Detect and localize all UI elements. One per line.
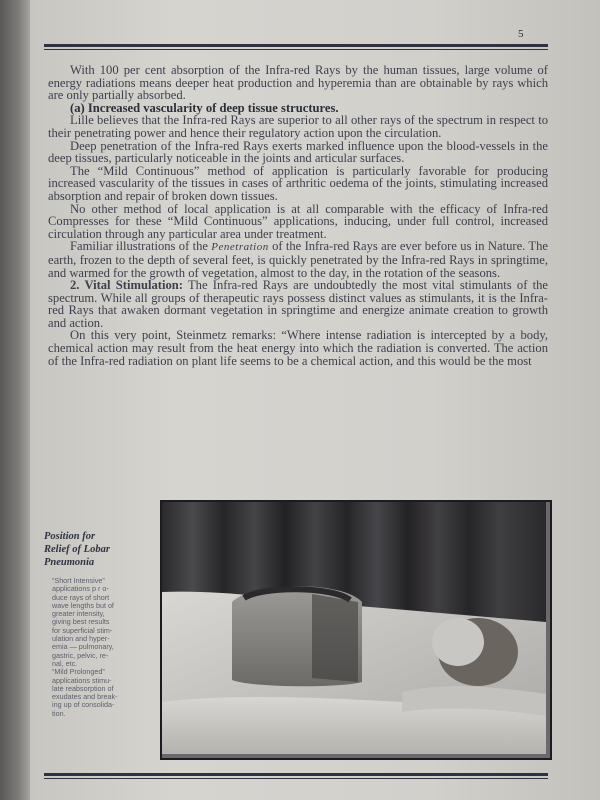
caption-title-line: Pneumonia xyxy=(44,557,95,568)
paragraph: With 100 per cent absorption of the Infra-red Rays by the human tissues, large volume of energy radiations means deeper heat production and hyperemia than are obtainable by rays which are only partially absorbed. xyxy=(48,63,548,103)
paragraph-text: Familiar illustrations of the xyxy=(70,239,208,254)
paragraph xyxy=(48,240,548,279)
bottom-double-rule xyxy=(44,773,548,779)
body-text xyxy=(48,64,548,367)
caption-title-line: Position for xyxy=(44,531,96,542)
paragraph-text: The Infra-red Rays are undoubtedly the most vital stimulants of the spectrum. While all groups of therapeutic rays possess distinct values as stimulants, it is the Infra-red Rays that awaken dormant vegetation in springtime and energize animate creation to growth and action. xyxy=(48,278,548,330)
caption-title-line: Relief of Lobar xyxy=(44,544,110,555)
paragraph: No other method of local application is at all comparable with the efficacy of Infra-red Compresses for these “Mild Continuous” applications, inducing, under full control, increased circulation through any particular area under treatment. xyxy=(48,201,548,241)
paragraph: On this very point, Steinmetz remarks: “Where intense radiation is intercepted by a body, chemical action may result from the heat energy into which the radiation is converted. The action of the Infra-red radiation on plant life seems to be a chemical action, and this would be the most xyxy=(48,328,548,368)
treatment-photo-illustration xyxy=(162,502,546,754)
paragraph xyxy=(48,279,548,329)
section-subheading: (a) Increased vascularity of deep tissue structures. xyxy=(70,100,339,115)
treatment-photo xyxy=(160,500,552,760)
paragraph: The “Mild Continuous” method of application is particularly favorable for producing increased vascularity of the tissues in cases of arthritic oedema of the joints, stimulating increased absorption and repair of broken down tissues. xyxy=(48,163,548,203)
paragraph-text: of the Infra-red Rays are ever before us in Nature. The earth, frozen to the depth of several feet, is quickly penetrated by the Infra-red Rays in springtime, and warmed for the growth of vegetation, almost to the day, in the rotation of the seasons. xyxy=(48,239,548,280)
patient-face xyxy=(432,618,484,666)
emphasized-word: Penetration xyxy=(211,241,269,254)
page-number: 5 xyxy=(518,28,524,40)
photo-caption xyxy=(44,530,152,718)
caption-title xyxy=(44,530,152,569)
paragraph: Lille believes that the Infra-red Rays are superior to all other rays of the spectrum in respect to their penetrating power and hence their regulatory action upon the circulation. xyxy=(48,113,548,140)
section-heading: 2. Vital Stimulation: xyxy=(70,278,183,293)
paragraph: Deep penetration of the Infra-red Rays exerts marked influence upon the blood-vessels in the deep tissues, particularly noticeable in the joints and articular surfaces. xyxy=(48,138,548,166)
lamp-shadow xyxy=(312,594,358,682)
caption-note: “Short Intensive” applications p r o- duce rays of short wave lengths but of greater intensity, giving best results for superficial stim- ulation and hyper- emia — pulmonary, gastric, pelvic, re- nal, etc. “Mild Prolonged” applications stimu- late reabsorption of exudates and break- ing up of consolida- tion. xyxy=(52,576,118,718)
book-spine-shadow xyxy=(0,0,30,800)
top-double-rule xyxy=(44,44,548,50)
